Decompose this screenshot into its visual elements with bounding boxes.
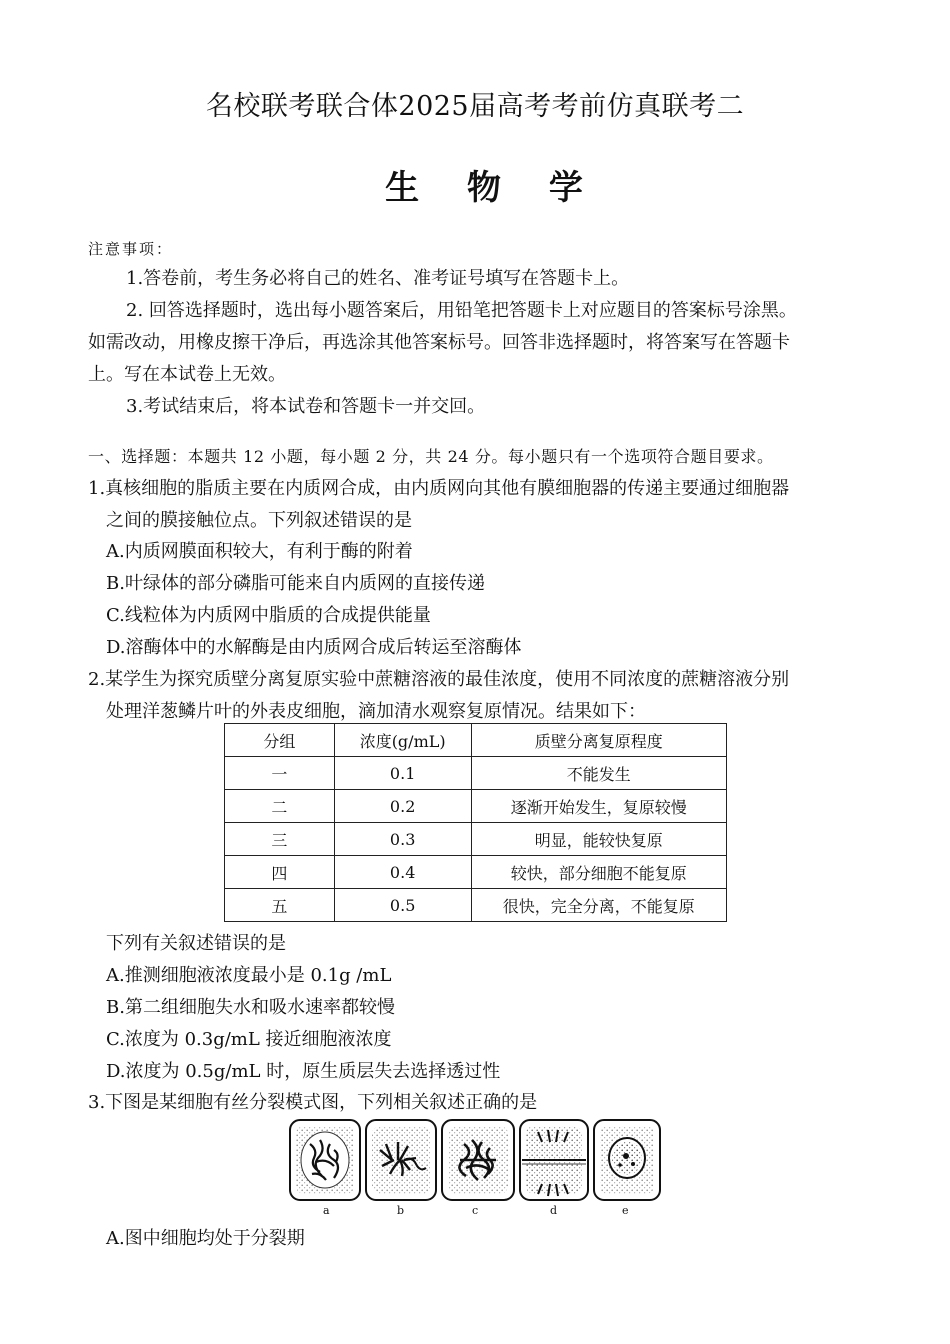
notice-item-2-line-1: 2. 回答选择题时，选出每小题答案后，用铅笔把答题卡上对应题目的答案标号涂黑。: [126, 300, 797, 321]
table-cell: 0.1: [334, 757, 471, 790]
notice-item-1: 1.答卷前，考生务必将自己的姓名、准考证号填写在答题卡上。: [126, 268, 630, 289]
q1-option-b: B.叶绿体的部分磷脂可能来自内质网的直接传递: [106, 573, 485, 594]
q1-option-a: A.内质网膜面积较大，有利于酶的附着: [106, 541, 413, 562]
table-row: [225, 889, 727, 922]
table-cell: 不能发生: [471, 757, 726, 790]
notice-item-2-line-2: 如需改动，用橡皮擦干净后，再选涂其他答案标号。回答非选择题时，将答案写在答题卡: [88, 332, 790, 353]
table-header-cell: 质壁分离复原程度: [471, 724, 726, 757]
table-row: [225, 790, 727, 823]
q1-option-c: C.线粒体为内质网中脂质的合成提供能量: [106, 605, 431, 626]
cell-e-drawing: [594, 1120, 660, 1200]
subject-title: 生 物 学: [385, 168, 601, 208]
exam-title: 名校联考联合体2025届高考考前仿真联考二: [205, 91, 745, 122]
table-cell: 0.2: [334, 790, 471, 823]
table-cell: 二: [225, 790, 335, 823]
q2-option-b: B.第二组细胞失水和吸水速率都较慢: [106, 997, 395, 1018]
figure-label-e: e: [622, 1204, 629, 1217]
cell-a-drawing: [290, 1120, 360, 1200]
q1-option-d: D.溶酶体中的水解酶是由内质网合成后转运至溶酶体: [106, 637, 522, 658]
table-header-cell: 分组: [225, 724, 335, 757]
q2-prompt: 下列有关叙述错误的是: [106, 933, 286, 954]
table-header-cell: 浓度(g/mL): [334, 724, 471, 757]
table-cell: 0.5: [334, 889, 471, 922]
table-row: [225, 823, 727, 856]
table-cell: 很快，完全分离，不能复原: [471, 889, 726, 922]
q3-option-a: A.图中细胞均处于分裂期: [106, 1228, 305, 1249]
cell-c-drawing: [442, 1120, 514, 1200]
notice-item-2-line-3: 上。写在本试卷上无效。: [88, 364, 286, 385]
figure-label-c: c: [472, 1204, 479, 1217]
table-header-row: [225, 724, 727, 757]
table-cell: 三: [225, 823, 335, 856]
q2-option-d: D.浓度为 0.5g/mL 时，原生质层失去选择透过性: [106, 1061, 501, 1082]
figure-label-d: d: [550, 1204, 558, 1217]
notice-heading: 注意事项：: [88, 240, 174, 258]
table-cell: 逐渐开始发生，复原较慢: [471, 790, 726, 823]
q2-stem-line-1: 2.某学生为探究质壁分离复原实验中蔗糖溶液的最佳浓度，使用不同浓度的蔗糖溶液分别: [88, 669, 790, 690]
mitosis-figure: [286, 1114, 666, 1206]
q2-option-a: A.推测细胞液浓度最小是 0.1g /mL: [106, 965, 392, 986]
table-row: [225, 856, 727, 889]
results-table: [224, 723, 727, 922]
cell-b-drawing: [366, 1120, 436, 1200]
notice-item-3: 3.考试结束后，将本试卷和答题卡一并交回。: [126, 396, 486, 417]
table-cell: 0.4: [334, 856, 471, 889]
table-row: [225, 757, 727, 790]
q1-stem-line-2: 之间的膜接触位点。下列叙述错误的是: [106, 510, 412, 531]
q2-stem-line-2: 处理洋葱鳞片叶的外表皮细胞，滴加清水观察复原情况。结果如下：: [106, 701, 646, 722]
table-cell: 四: [225, 856, 335, 889]
table-cell: 一: [225, 757, 335, 790]
table-cell: 明显，能较快复原: [471, 823, 726, 856]
q1-stem-line-1: 1.真核细胞的脂质主要在内质网合成，由内质网向其他有膜细胞器的传递主要通过细胞器: [88, 478, 790, 499]
section-1-heading: 一、选择题：本题共 12 小题，每小题 2 分，共 24 分。每小题只有一个选项符合题目要求。: [88, 447, 774, 466]
figure-label-b: b: [397, 1204, 405, 1217]
table-cell: 0.3: [334, 823, 471, 856]
cell-d-drawing: [520, 1120, 588, 1200]
figure-label-a: a: [323, 1204, 330, 1217]
q2-option-c: C.浓度为 0.3g/mL 接近细胞液浓度: [106, 1029, 392, 1050]
table-cell: 五: [225, 889, 335, 922]
q3-stem: 3.下图是某细胞有丝分裂模式图，下列相关叙述正确的是: [88, 1092, 538, 1113]
table-cell: 较快，部分细胞不能复原: [471, 856, 726, 889]
